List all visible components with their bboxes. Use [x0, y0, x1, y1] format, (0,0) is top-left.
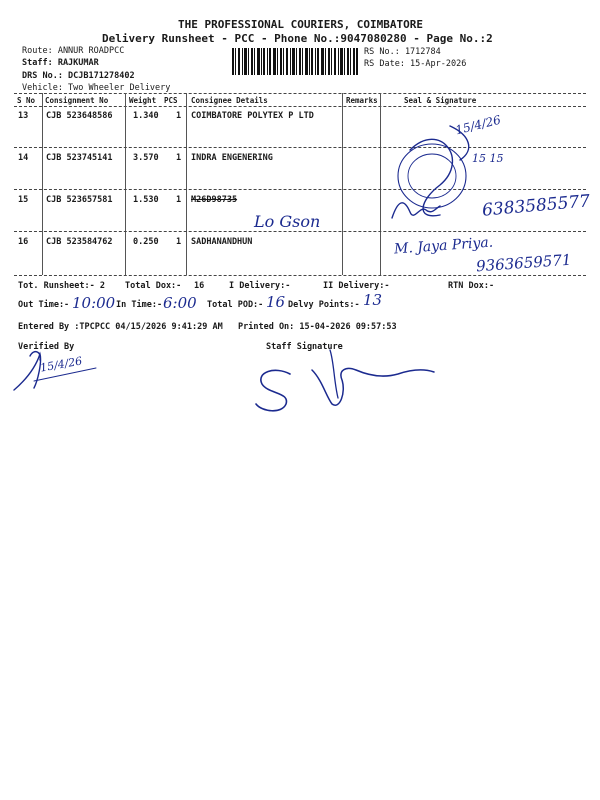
in-time-label: In Time:- — [116, 300, 163, 310]
staff-signature-label: Staff Signature — [266, 342, 343, 352]
row-weight: 0.250 — [133, 237, 159, 247]
row13-handwritten-date: 15/4/26 — [453, 112, 503, 138]
row-consignee: SADHANANDHUN — [191, 237, 253, 247]
row-pcs: 1 — [176, 237, 182, 247]
col-header-sno: S No — [17, 96, 36, 105]
entered-by: Entered By :TPCPCC 04/15/2026 9:41:29 AM — [18, 322, 223, 332]
row15-handwritten-note: Lo Gson — [254, 212, 321, 231]
in-time-value: 6:00 — [163, 294, 197, 312]
row-sno: 14 — [18, 153, 29, 163]
row-sno: 16 — [18, 237, 29, 247]
row16-handwritten-name: M. Jaya Priya. — [393, 234, 494, 258]
rs-date: RS Date: 15-Apr-2026 — [364, 59, 467, 69]
i-delivery: I Delivery:- — [229, 281, 291, 291]
col-header-pcs: PCS — [164, 96, 178, 105]
staff-signature-stroke — [312, 368, 434, 405]
col-header-consignment: Consignment No — [45, 96, 109, 105]
ii-delivery: II Delivery:- — [323, 281, 390, 291]
col-header-weight: Weight — [129, 96, 157, 105]
row-consignment-no: CJB 523648586 — [46, 111, 113, 121]
staff-signature-stroke — [330, 350, 338, 398]
row-consignee: INDRA ENGENERING — [191, 153, 273, 163]
verified-handwritten-date: 15/4/26 — [39, 354, 84, 375]
route-label: Route: ANNUR ROADPCC — [22, 46, 125, 56]
row-consignee: M26D98735 — [191, 195, 238, 205]
row-sno: 15 — [18, 195, 29, 205]
row16-handwritten-phone: 9363659571 — [475, 250, 572, 276]
row-weight: 1.530 — [133, 195, 159, 205]
verified-signature-stroke — [14, 354, 41, 390]
out-time-value: 10:00 — [72, 294, 116, 312]
total-pod-label: Total POD:- — [207, 300, 264, 310]
staff-label: Staff: RAJKUMAR — [22, 58, 99, 68]
row15-handwritten-phone: 6383585577 — [481, 191, 591, 221]
drs-number: DRS No.: DCJB171278402 — [22, 71, 135, 81]
runsheet-subtitle: Delivery Runsheet - PCC - Phone No.:9047080280 - Page No.:2 — [102, 32, 493, 45]
staff-signature-stroke — [256, 370, 290, 410]
rtn-dox: RTN Dox:- — [448, 281, 495, 291]
company-title: THE PROFESSIONAL COURIERS, COIMBATORE — [178, 18, 424, 31]
col-header-consignee: Consignee Details — [191, 96, 268, 105]
tot-runsheet: Tot. Runsheet:- 2 — [18, 281, 105, 291]
row14-handwritten-note: 15 15 — [472, 152, 504, 165]
row-pcs: 1 — [176, 111, 182, 121]
printed-on: Printed On: 15-04-2026 09:57:53 — [238, 322, 397, 332]
vehicle-label: Vehicle: Two Wheeler Delivery — [22, 83, 171, 93]
delvy-points-label: Delvy Points:- — [288, 300, 360, 310]
col-header-remarks: Remarks — [346, 96, 378, 105]
out-time-label: Out Time:- — [18, 300, 70, 310]
total-pod-value: 16 — [266, 293, 286, 311]
row-consignment-no: CJB 523584762 — [46, 237, 113, 247]
row-consignment-no: CJB 523657581 — [46, 195, 113, 205]
row-consignee: COIMBATORE POLYTEX P LTD — [191, 111, 314, 121]
row-consignment-no: CJB 523745141 — [46, 153, 113, 163]
rs-number: RS No.: 1712784 — [364, 47, 441, 57]
total-dox-label: Total Dox:- — [125, 281, 182, 291]
row-pcs: 1 — [176, 153, 182, 163]
verified-by-label: Verified By — [18, 342, 75, 352]
row-pcs: 1 — [176, 195, 182, 205]
row-weight: 1.340 — [133, 111, 159, 121]
row-weight: 3.570 — [133, 153, 159, 163]
delvy-points-value: 13 — [363, 291, 383, 309]
total-dox-value: 16 — [194, 281, 205, 291]
col-header-seal-signature: Seal & Signature — [404, 96, 477, 105]
row-sno: 13 — [18, 111, 29, 121]
